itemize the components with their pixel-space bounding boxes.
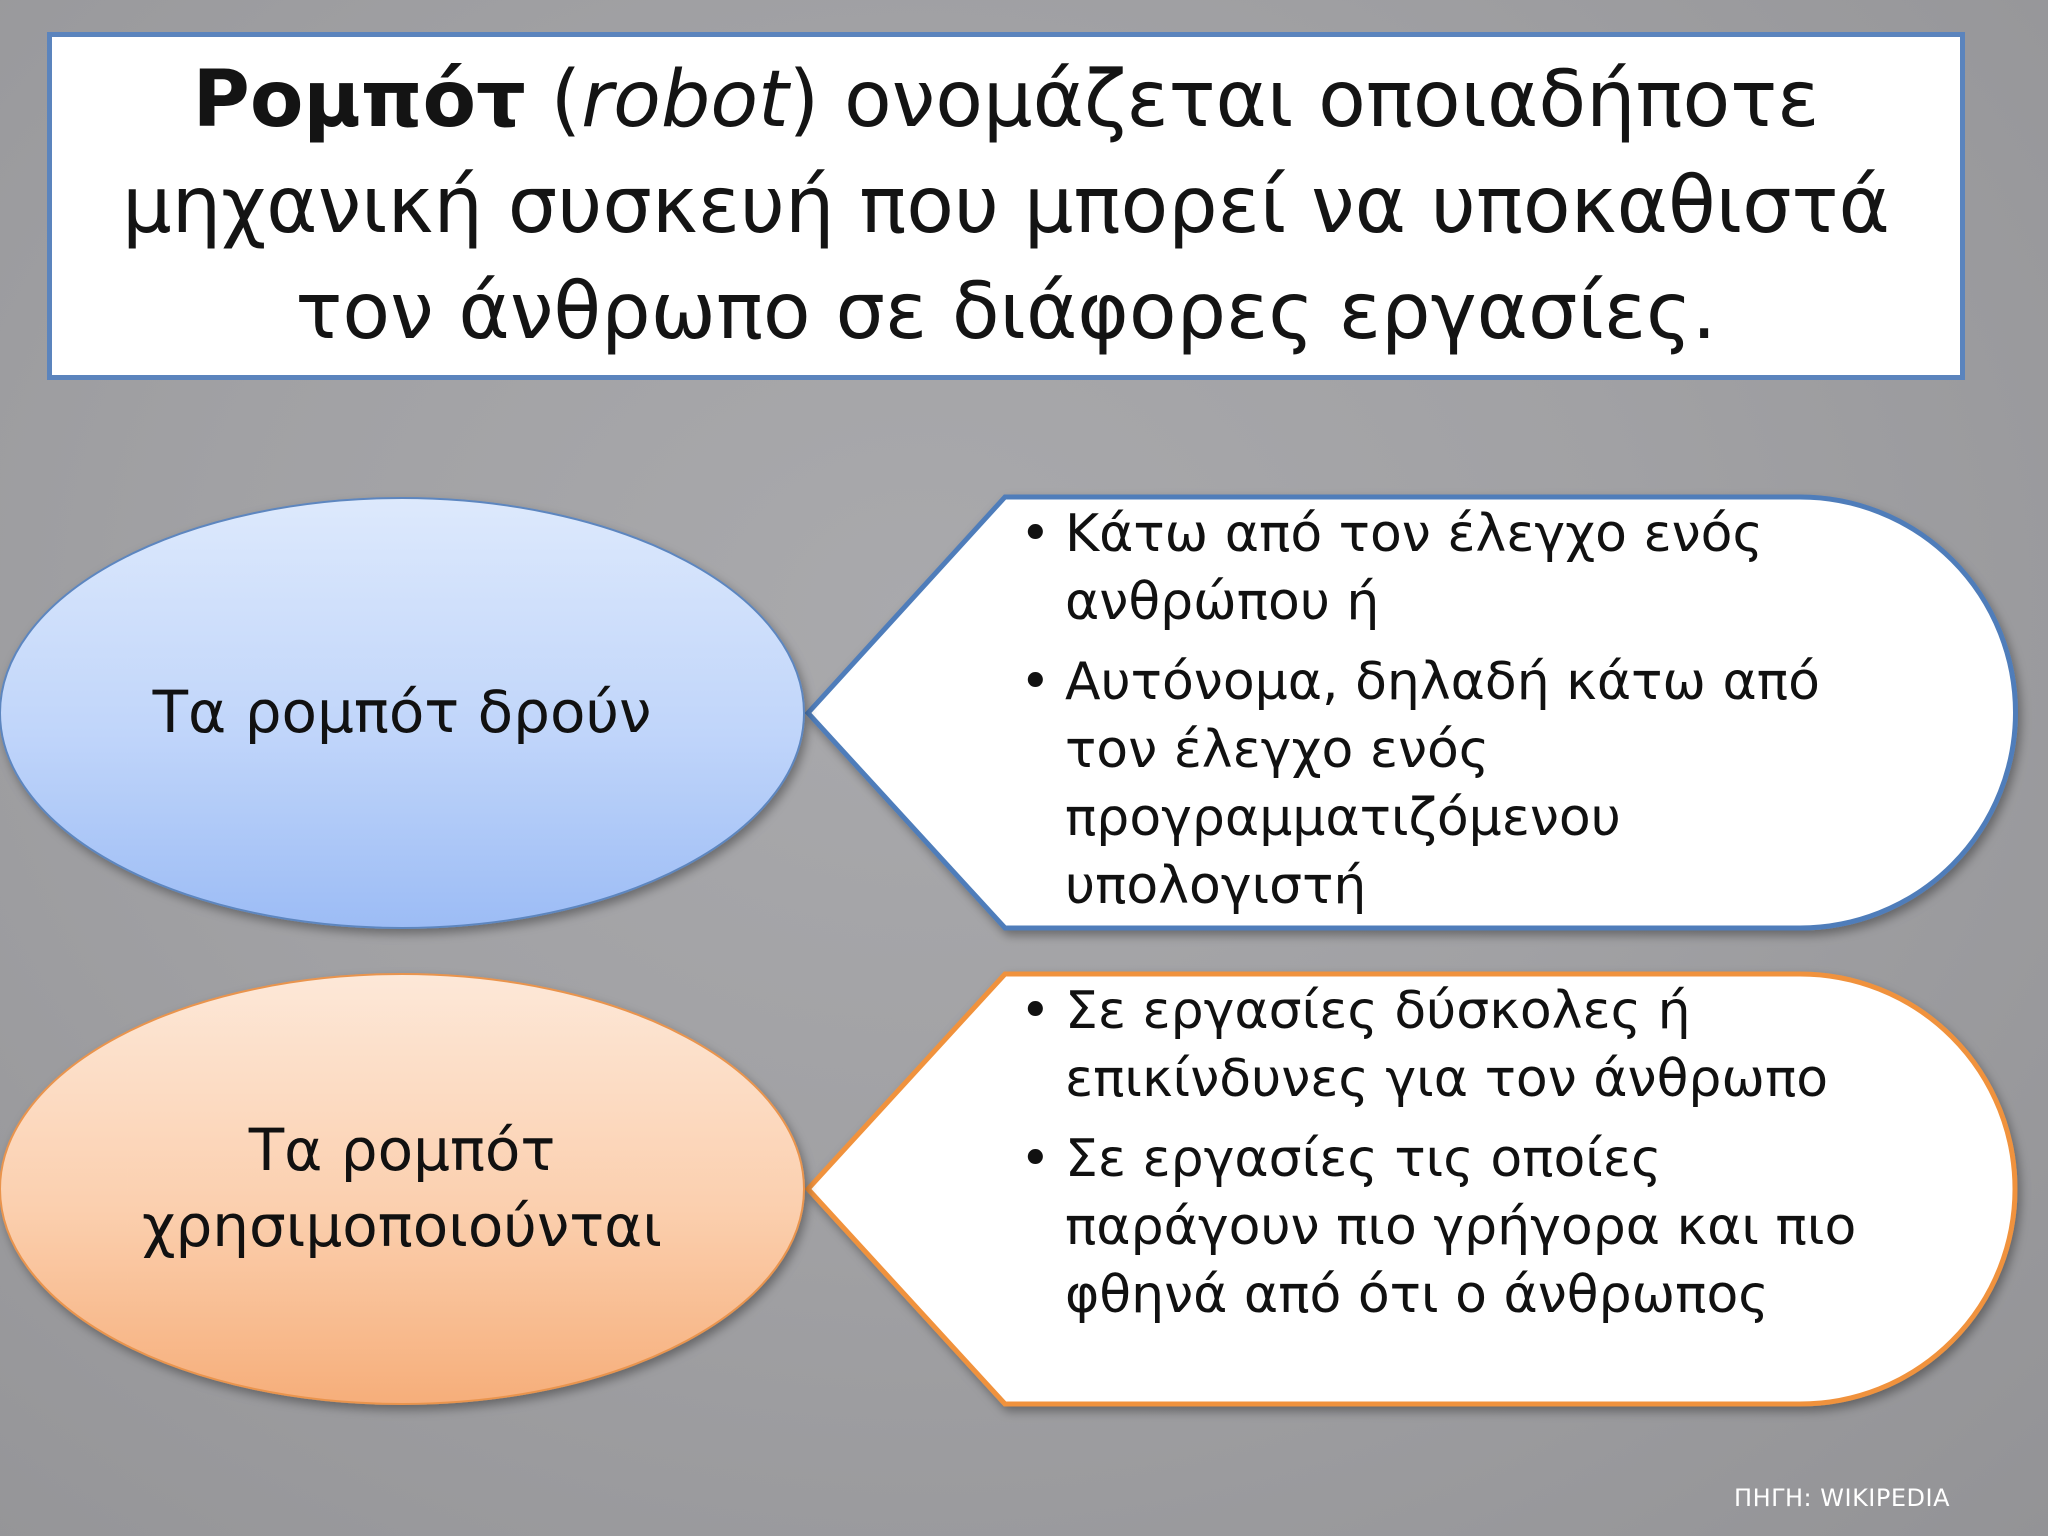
oval-label-used-line2: χρησιμοποιούνται xyxy=(141,1192,663,1260)
bullet-list-act xyxy=(1010,500,1890,932)
oval-label-used xyxy=(22,1112,782,1264)
list-item xyxy=(1010,648,1890,920)
bullet-text: Κάτω από τον έλεγχο ενός ανθρώπου ή xyxy=(1065,504,1764,632)
list-item xyxy=(1010,1125,1890,1329)
term-bold: Ρομπότ xyxy=(192,55,526,145)
bullet-list-used xyxy=(1010,977,1890,1341)
oval-label-act: Τα ρομπότ δρούν xyxy=(152,678,652,746)
open-paren: ( xyxy=(550,55,582,145)
bullet-text: Σε εργασίες δύσκολες ή επικίνδυνες για τον άνθρωπο xyxy=(1065,981,1829,1109)
bullet-dot: • xyxy=(1020,504,1051,564)
bullet-text: Σε εργασίες τις οποίες παράγουν πιο γρήγορα και πιο φθηνά από ότι ο άνθρωπος xyxy=(1065,1129,1857,1325)
list-item xyxy=(1010,500,1890,636)
source-credit: ΠΗΓΗ: WIKIPEDIA xyxy=(1734,1484,1950,1512)
bullet-text: Αυτόνομα, δηλαδή κάτω από τον έλεγχο ενός προγραμματιζόμενου υπολογιστή xyxy=(1065,652,1820,916)
definition-line1-rest: ) ονομάζεται οποιαδήποτε xyxy=(788,55,1820,145)
definition-line2: μηχανική συσκευή που μπορεί να υποκαθιστά xyxy=(122,161,1890,251)
definition-line3: τον άνθρωπο σε διάφορες εργασίες. xyxy=(295,267,1717,357)
term-italic: robot xyxy=(581,55,789,145)
bullet-dot: • xyxy=(1020,1129,1051,1189)
oval-label-used-line1: Τα ρομπότ xyxy=(248,1116,556,1184)
list-item xyxy=(1010,977,1890,1113)
bullet-dot: • xyxy=(1020,652,1051,712)
bullet-dot: • xyxy=(1020,981,1051,1041)
